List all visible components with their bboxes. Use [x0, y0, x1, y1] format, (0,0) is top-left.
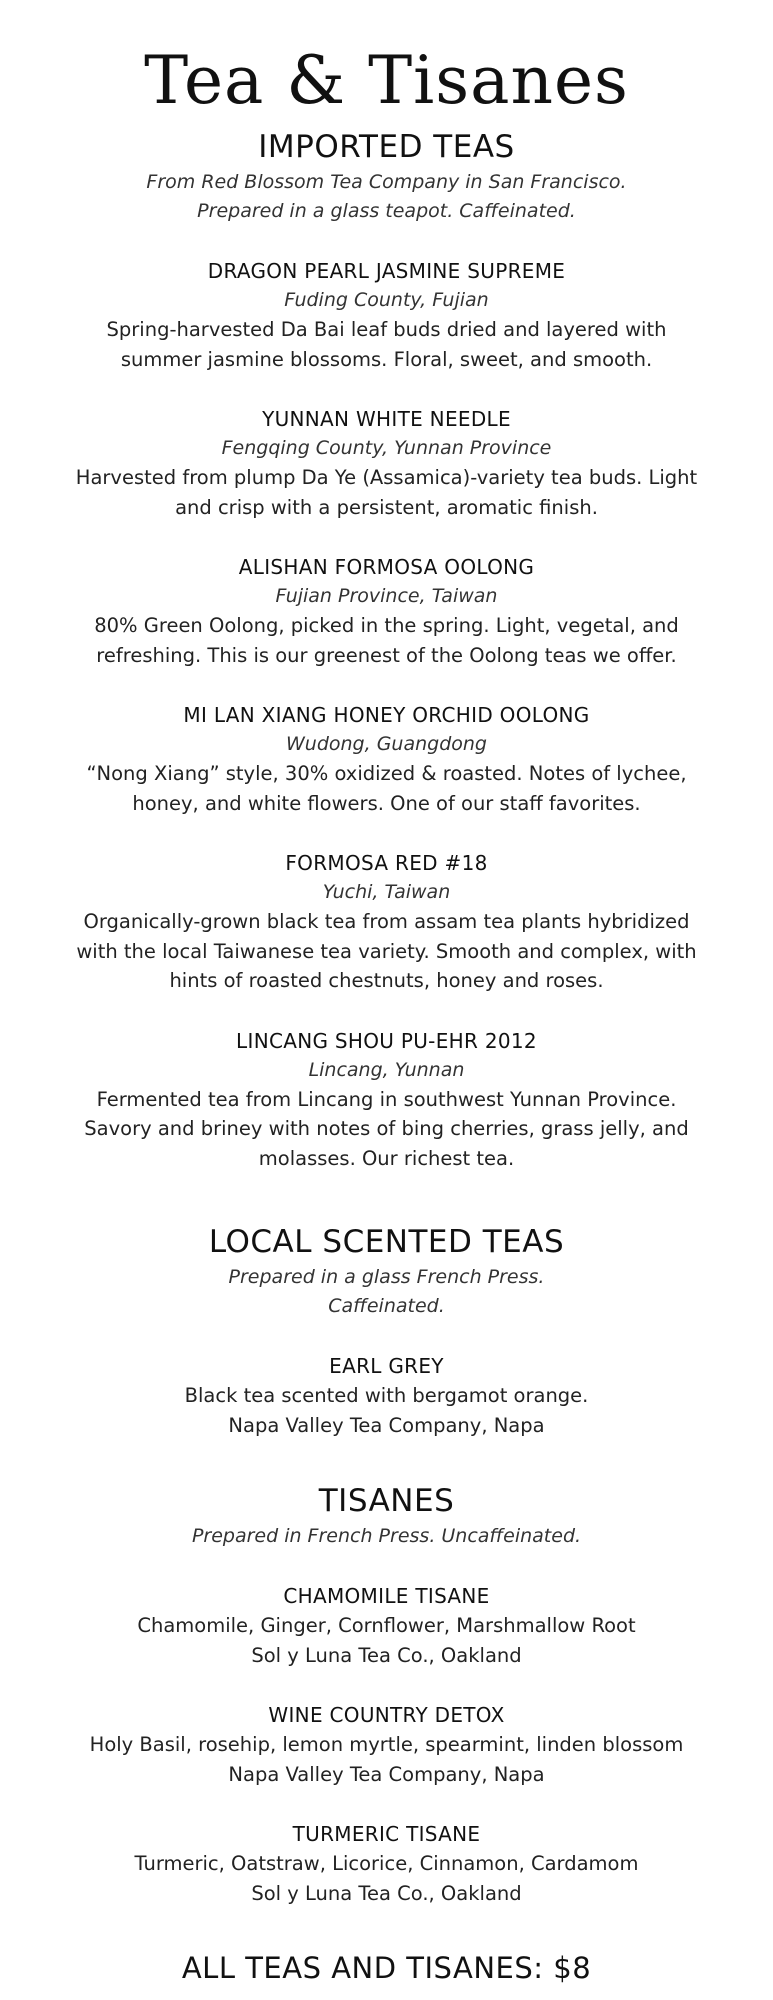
section-heading: TISANES [318, 1483, 455, 1519]
item-origin: Wudong, Guangdong [286, 733, 487, 755]
item-name: CHAMOMILE TISANE [283, 1584, 490, 1608]
section-note: Prepared in a glass teapot. Caffeinated. [197, 200, 576, 222]
section-imported-teas [0, 126, 773, 1173]
item-name: YUNNAN WHITE NEEDLE [262, 407, 511, 431]
item-name: WINE COUNTRY DETOX [268, 1703, 505, 1727]
menu-item [0, 1026, 773, 1174]
item-origin: Fujian Province, Taiwan [275, 585, 498, 607]
section-note: Prepared in a glass French Press. [228, 1266, 545, 1288]
item-name: TURMERIC TISANE [292, 1822, 481, 1846]
item-description: 80% Green Oolong, picked in the spring. Light, vegetal, and refreshing. This is our greenest of the Oolong teas we offer. [94, 614, 679, 667]
item-name: DRAGON PEARL JASMINE SUPREME [207, 259, 566, 283]
item-name: MI LAN XIANG HONEY ORCHID OOLONG [183, 703, 590, 727]
item-description: Organically-grown black tea from assam tea plants hybridized with the local Taiwanese tea variety. Smooth and complex, with hints of roasted chestnuts, honey and roses. [76, 910, 697, 992]
item-origin: Fengqing County, Yunnan Province [221, 437, 552, 459]
item-origin: Yuchi, Taiwan [322, 881, 451, 903]
item-name: FORMOSA RED #18 [285, 851, 488, 875]
item-name: ALISHAN FORMOSA OOLONG [238, 555, 535, 579]
menu-item [0, 1819, 773, 1908]
section-note: Prepared in French Press. Uncaffeinated. [191, 1525, 582, 1547]
menu-item [0, 552, 773, 670]
menu-item [0, 1351, 773, 1440]
menu-item [0, 1581, 773, 1670]
item-ingredients: Turmeric, Oatstraw, Licorice, Cinnamon, Cardamom [134, 1852, 639, 1875]
menu-item [0, 404, 773, 522]
section-note: From Red Blossom Tea Company in San Francisco. [146, 171, 627, 193]
price-footer: ALL TEAS AND TISANES: $8 [181, 1951, 592, 1985]
item-name: EARL GREY [329, 1354, 444, 1378]
item-description: Spring-harvested Da Bai leaf buds dried and layered with summer jasmine blossoms. Floral, sweet, and smooth. [106, 318, 667, 371]
section-heading: IMPORTED TEAS [258, 129, 515, 165]
item-source: Napa Valley Tea Company, Napa [228, 1762, 545, 1786]
item-source: Sol y Luna Tea Co., Oakland [251, 1643, 522, 1667]
item-ingredients: Chamomile, Ginger, Cornflower, Marshmallow Root [137, 1614, 636, 1637]
item-description: “Nong Xiang” style, 30% oxidized & roasted. Notes of lychee, honey, and white flowers. One of our staff favorites. [86, 762, 687, 815]
menu-title: Tea & Tisanes [144, 42, 629, 119]
item-name: LINCANG SHOU PU-EHR 2012 [236, 1028, 537, 1053]
item-description: Fermented tea from Lincang in southwest Yunnan Province. Savory and briney with notes of bing cherries, grass jelly, and molasses. Our richest tea. [84, 1087, 689, 1170]
section-local-scented-teas [0, 1221, 773, 1440]
item-description: Black tea scented with bergamot orange. [184, 1384, 589, 1407]
menu-item [0, 1700, 773, 1789]
item-origin: Lincang, Yunnan [308, 1058, 465, 1081]
menu-item [0, 256, 773, 374]
menu-item [0, 848, 773, 996]
item-origin: Fuding County, Fujian [284, 289, 489, 311]
section-tisanes [0, 1480, 773, 1908]
item-source: Napa Valley Tea Company, Napa [228, 1413, 545, 1437]
item-source: Sol y Luna Tea Co., Oakland [251, 1881, 522, 1905]
item-ingredients: Holy Basil, rosehip, lemon myrtle, spearmint, linden blossom [89, 1733, 684, 1756]
item-description: Harvested from plump Da Ye (Assamica)-variety tea buds. Light and crisp with a persistent, aromatic finish. [75, 466, 698, 519]
menu-item [0, 700, 773, 818]
section-heading: LOCAL SCENTED TEAS [208, 1224, 565, 1260]
section-note: Caffeinated. [328, 1295, 445, 1317]
